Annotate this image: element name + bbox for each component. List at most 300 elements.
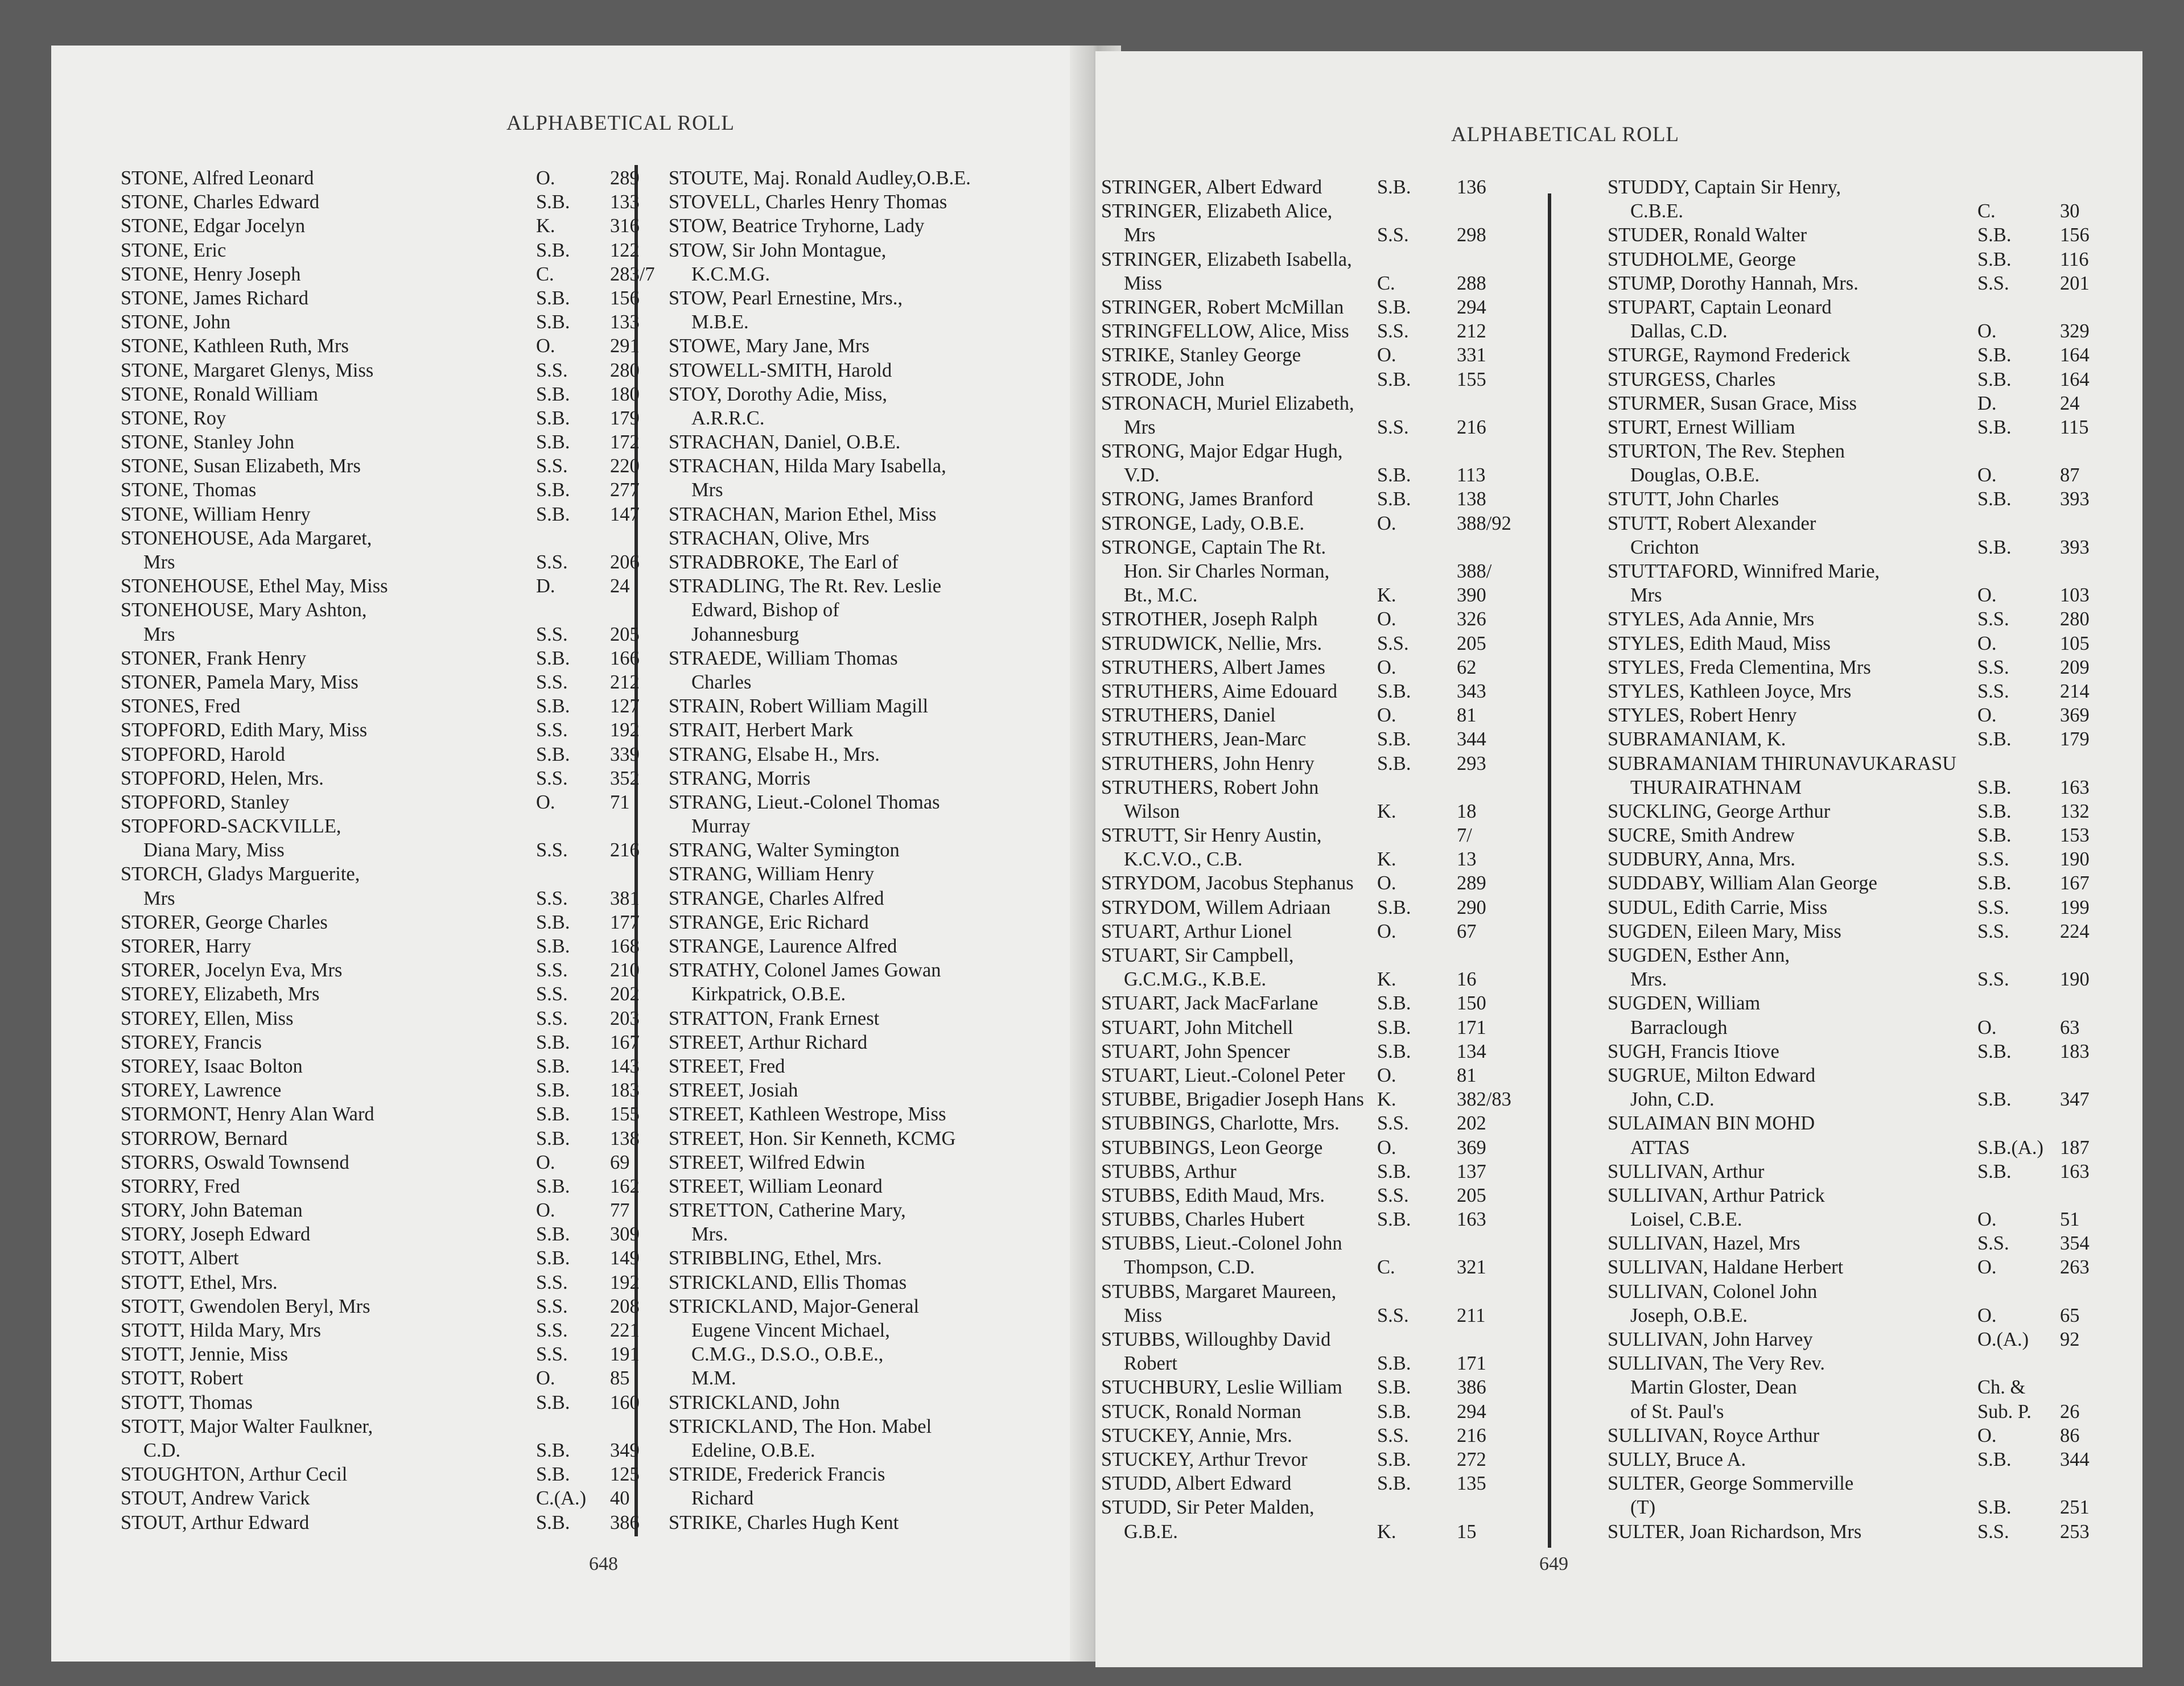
roll-column-right-1 [1101,175,1545,1544]
entry-name: STOUTE, Maj. Ronald Audley,O.B.E. [669,167,971,189]
roll-entry [669,310,1110,334]
entry-class: S.B. [1377,752,1411,774]
roll-entry [1101,535,1545,559]
entry-name: STRUTHERS, Jean-Marc [1101,728,1307,751]
entry-number: 347 [2060,1089,2090,1111]
entry-name: (T) [1630,1497,1656,1519]
running-head-right: ALPHABETICAL ROLL [1451,123,1680,146]
roll-entry [1608,847,2137,871]
entry-name: STURTON, The Rev. Stephen [1608,440,1845,463]
roll-entry [669,1151,1110,1174]
entry-name: STOPFORD-SACKVILLE, [121,815,341,838]
entry-name: Mrs [1124,224,1156,246]
roll-entry [121,1174,640,1198]
entry-class: S.S. [536,1007,568,1029]
entry-number: 143 [610,1055,640,1077]
entry-name: STUTT, John Charles [1608,488,1779,510]
entry-number: 216 [610,839,640,861]
entry-class: S.S. [536,719,568,741]
roll-entry [1608,1400,2137,1424]
roll-entry [1101,1207,1545,1231]
entry-number: 85 [610,1367,630,1390]
entry-name: STONES, Fred [121,695,241,718]
entry-name: STOW, Sir John Montague, [669,239,887,261]
roll-entry [1101,223,1545,247]
roll-entry [1101,1400,1545,1424]
roll-entry [1101,583,1545,607]
entry-name: SUCKLING, George Arthur [1608,800,1831,822]
roll-entry [1101,1328,1545,1351]
roll-entry [1608,1063,2137,1087]
roll-entry [121,1102,640,1126]
entry-name: STUART, Jack MacFarlane [1101,992,1318,1015]
entry-number: 138 [610,1127,640,1149]
entry-name: STRANGE, Charles Alfred [669,887,884,909]
roll-entry [1608,920,2137,943]
entry-number: 202 [610,983,640,1005]
entry-number: 116 [2060,248,2089,270]
entry-number: 390 [1457,584,1486,607]
entry-name: STURGESS, Charles [1608,368,1776,390]
entry-name: STRANG, Morris [669,767,811,789]
roll-entry [121,1486,633,1510]
entry-number: 209 [2060,656,2090,678]
entry-name: STOY, Dorothy Adie, Miss, [669,383,888,405]
roll-column-left-1 [121,166,655,1535]
entry-name: Robert [1124,1353,1177,1375]
roll-entry [1608,1231,2137,1255]
entry-name: Dallas, C.D. [1630,320,1728,343]
roll-entry [1608,1207,2137,1231]
entry-name: Mrs [1630,584,1662,607]
entry-name: SULLIVAN, Hazel, Mrs [1608,1232,1800,1255]
roll-entry [121,718,640,742]
roll-entry [669,406,1110,430]
entry-number: 105 [2060,632,2090,654]
entry-name: Kirkpatrick, O.B.E. [691,983,846,1005]
entry-class: S.S. [536,551,568,573]
entry-name: SUGDEN, Eileen Mary, Miss [1608,920,1841,942]
roll-entry [1608,1280,2137,1304]
roll-entry [1608,991,2137,1015]
entry-number: 309 [610,1223,640,1246]
roll-entry [1608,776,2137,799]
entry-name: G.B.E. [1124,1520,1178,1543]
entry-number: 179 [2060,728,2090,751]
entry-name: STORER, Harry [121,935,252,957]
entry-name: G.C.M.G., K.B.E. [1124,968,1267,991]
entry-number: 212 [1457,320,1486,343]
roll-entry [669,1511,1110,1535]
entry-number: 132 [2060,800,2090,822]
entry-class: S.B. [536,1511,570,1534]
roll-entry [1101,991,1545,1015]
entry-class: O. [1977,1304,1997,1326]
entry-name: STRONACH, Muriel Elizabeth, [1101,392,1354,414]
entry-name: Barraclough [1630,1016,1728,1038]
roll-entry [1101,391,1545,415]
entry-class: S.S. [536,959,568,982]
entry-number: 326 [1457,608,1486,630]
entry-name: STORROW, Bernard [121,1127,288,1149]
entry-number: 135 [1457,1473,1486,1495]
roll-entry [1608,1448,2137,1471]
roll-entry [669,526,1110,550]
entry-name: SUDUL, Edith Carrie, Miss [1608,896,1828,918]
entry-class: S.S. [1977,968,2009,991]
entry-number: 65 [2060,1304,2080,1326]
roll-entry [1608,583,2137,607]
entry-class: O. [1377,1064,1396,1086]
roll-entry [121,958,640,982]
entry-number: 15 [1457,1520,1477,1543]
entry-name: STONE, Thomas [121,479,257,501]
roll-entry [121,743,640,766]
entry-class: S.B. [536,1391,570,1413]
entry-name: STONEHOUSE, Mary Ashton, [121,599,367,621]
entry-number: 289 [1457,872,1486,894]
roll-entry [669,790,1110,814]
roll-entry [1608,248,2137,271]
entry-number: 164 [2060,368,2090,390]
entry-name: SULLIVAN, Colonel John [1608,1280,1818,1302]
entry-number: 113 [1457,464,1486,487]
entry-number: 133 [610,191,640,213]
entry-class: S.S. [1377,416,1409,438]
entry-name: STRATTON, Frank Ernest [669,1007,880,1029]
entry-name: STUART, John Mitchell [1101,1016,1293,1038]
entry-name: STRONG, James Branford [1101,488,1313,510]
entry-class: S.B. [1977,1497,2012,1519]
entry-class: S.S. [536,1271,568,1293]
roll-entry [121,406,640,430]
entry-name: Hon. Sir Charles Norman, [1124,560,1330,582]
entry-number: 171 [1457,1353,1486,1375]
entry-number: 216 [1457,416,1486,438]
roll-entry [669,958,1110,982]
entry-name: STONEHOUSE, Ethel May, Miss [121,575,388,597]
roll-entry [1101,1063,1545,1087]
entry-number: 344 [2060,1448,2090,1470]
entry-name: Mrs. [691,1223,728,1246]
entry-class: S.S. [1977,848,2009,871]
entry-class: O. [536,791,555,813]
entry-class: O. [536,1367,555,1390]
entry-name: STRONGE, Lady, O.B.E. [1101,512,1305,534]
entry-number: 122 [610,239,640,261]
roll-entry [1101,943,1545,967]
roll-entry [121,1438,640,1462]
roll-entry [1608,1424,2137,1448]
entry-number: 369 [1457,1136,1486,1159]
roll-entry [669,1054,1110,1078]
entry-name: STUCKEY, Annie, Mrs. [1101,1424,1292,1446]
entry-name: STREET, Wilfred Edwin [669,1151,866,1173]
roll-entry [1608,223,2137,247]
entry-name: STRIKE, Stanley George [1101,344,1301,366]
entry-number: 30 [2060,200,2080,222]
roll-entry [121,1198,633,1222]
entry-class: S.S. [536,623,568,645]
left-page [51,46,1110,1662]
roll-entry [1608,319,2137,343]
entry-name: M.M. [691,1367,736,1390]
entry-class: K. [1377,584,1396,607]
entry-number: 393 [2060,488,2090,510]
roll-entry [1608,1520,2137,1544]
entry-number: 369 [2060,704,2090,727]
entry-name: STONE, Alfred Leonard [121,167,314,189]
entry-class: S.S. [1377,224,1409,246]
entry-number: 203 [610,1007,640,1029]
entry-number: 294 [1457,1400,1486,1423]
roll-entry [1101,727,1545,751]
roll-entry [669,646,1110,670]
entry-number: 272 [1457,1448,1486,1470]
roll-entry [1101,319,1545,343]
roll-entry [1608,871,2137,895]
entry-name: Douglas, O.B.E. [1630,464,1760,487]
entry-class: O. [1977,1209,1997,1231]
entry-name: STRACHAN, Olive, Mrs [669,527,870,549]
entry-name: STRICKLAND, Ellis Thomas [669,1271,907,1293]
entry-name: Bt., M.C. [1124,584,1198,607]
entry-number: 183 [2060,1040,2090,1062]
entry-class: C. [1977,200,1996,222]
entry-class: C. [536,263,554,285]
roll-entry [1101,1016,1545,1040]
entry-number: 205 [610,623,640,645]
entry-number: 253 [2060,1520,2090,1543]
entry-class: S.B. [1977,728,2012,751]
roll-entry [1101,703,1545,727]
roll-entry [1608,1160,2137,1184]
roll-entry [121,358,640,382]
entry-class: S.B. [1377,368,1411,390]
roll-entry [1608,343,2137,367]
entry-number: 137 [1457,1160,1486,1182]
entry-class: S.B. [536,743,570,765]
entry-class: S.B. [1377,1473,1411,1495]
entry-number: 92 [2060,1329,2080,1350]
entry-class: S.B. [536,1055,570,1077]
entry-name: STONER, Pamela Mary, Miss [121,671,358,693]
entry-class: S.B. [1377,680,1411,702]
entry-class: O.(A.) [1977,1329,2029,1350]
roll-entry [121,1318,640,1342]
roll-entry [669,887,1110,910]
entry-name: STOPFORD, Helen, Mrs. [121,767,324,789]
roll-entry [669,334,1110,358]
entry-name: STORRS, Oswald Townsend [121,1151,349,1173]
entry-class: S.S. [1977,656,2009,678]
entry-class: S.B. [1977,536,2012,558]
entry-name: Crichton [1630,536,1699,558]
entry-name: STONE, Henry Joseph [121,263,301,285]
roll-entry [1608,1016,2137,1040]
roll-entry [1101,823,1545,847]
entry-name: SUGRUE, Milton Edward [1608,1064,1816,1086]
roll-entry [1608,703,2137,727]
roll-entry [669,262,1110,286]
entry-number: 71 [610,791,630,813]
entry-name: STRANGE, Laurence Alfred [669,935,897,957]
entry-name: SUBRAMANIAM, K. [1608,728,1786,751]
entry-name: STOTT, Jennie, Miss [121,1343,288,1366]
entry-class: S.S. [536,455,568,477]
entry-class: S.B. [536,935,570,957]
entry-name: Mrs [143,551,175,573]
entry-class: S.B. [1377,1040,1411,1062]
roll-entry [1608,1495,2137,1519]
roll-entry [121,1246,640,1270]
roll-entry [1101,199,1545,223]
entry-number: 291 [610,335,640,357]
roll-entry [1101,871,1545,895]
roll-entry [669,718,1110,742]
entry-class: S.S. [1377,1184,1409,1206]
roll-entry [1608,752,2137,776]
entry-class: C. [1377,272,1395,294]
roll-entry [1608,1304,2137,1328]
entry-name: STOREY, Lawrence [121,1079,282,1102]
roll-entry [1101,487,1545,511]
entry-class: S.S. [1377,1424,1409,1446]
roll-entry [669,1222,1110,1246]
entry-name: STONE, Eric [121,239,226,261]
roll-entry [669,862,1110,886]
entry-number: 40 [610,1487,630,1510]
entry-number: 192 [610,719,640,741]
roll-entry [1608,368,2137,391]
entry-number: 386 [1457,1376,1486,1399]
entry-name: STUCHBURY, Leslie William [1101,1376,1342,1399]
entry-class: S.B. [1377,728,1411,751]
entry-name: STOREY, Elizabeth, Mrs [121,983,320,1005]
entry-number: 162 [610,1175,640,1197]
entry-name: STREET, Hon. Sir Kenneth, KCMG [669,1127,956,1149]
roll-entry [1101,343,1545,367]
roll-entry [121,1271,640,1295]
roll-entry [1608,295,2137,319]
roll-entry [121,190,640,214]
roll-entry [1101,415,1545,439]
entry-name: K.C.M.G. [691,263,770,285]
entry-class: S.B. [1377,488,1411,510]
entry-name: STRADLING, The Rt. Rev. Leslie [669,575,942,597]
entry-name: STUTT, Robert Alexander [1608,512,1816,534]
roll-entry [669,1102,1110,1126]
entry-name: STRUTHERS, Aime Edouard [1101,680,1337,702]
roll-entry [669,982,1110,1006]
entry-name: STUBBS, Margaret Maureen, [1101,1280,1337,1302]
entry-class: S.B. [536,191,570,213]
roll-entry [669,430,1110,454]
entry-class: S.B. [1977,1160,2012,1182]
entry-name: Edeline, O.B.E. [691,1439,815,1461]
roll-entry [1608,535,2137,559]
entry-number: 214 [2060,680,2090,702]
entry-number: 18 [1457,800,1477,822]
entry-number: 298 [1457,224,1486,246]
entry-number: 381 [610,887,640,909]
roll-entry [1101,1424,1545,1448]
entry-number: 172 [610,431,640,454]
entry-name: SUBRAMANIAM THIRUNAVUKARASU [1608,752,1957,774]
roll-entry [121,1222,640,1246]
roll-entry [121,1342,640,1366]
entry-number: 13 [1457,848,1477,871]
entry-name: A.R.R.C. [691,407,765,429]
entry-name: STREET, Kathleen Westrope, Miss [669,1103,946,1126]
entry-class: O. [1977,632,1997,654]
roll-entry [1608,271,2137,295]
entry-class: S.S. [536,887,568,909]
entry-number: 187 [2060,1136,2090,1159]
roll-entry [1608,823,2137,847]
entry-name: STRINGER, Albert Edward [1101,176,1322,198]
entry-name: STOTT, Ethel, Mrs. [121,1271,278,1293]
roll-entry [1101,175,1545,199]
roll-entry [1101,271,1545,295]
entry-name: STOTT, Thomas [121,1391,253,1413]
entry-number: 294 [1457,296,1486,318]
entry-class: S.B. [536,1175,570,1197]
column-rule-right [1548,193,1551,1548]
entry-name: STREET, Arthur Richard [669,1031,868,1053]
roll-entry [669,190,1110,214]
entry-number: 163 [2060,776,2090,798]
entry-name: STUCK, Ronald Norman [1101,1400,1301,1423]
entry-name: STRINGER, Elizabeth Alice, [1101,200,1333,222]
entry-name: SULLY, Bruce A. [1608,1448,1746,1470]
roll-entry [121,262,655,286]
entry-name: SULLIVAN, Arthur Patrick [1608,1184,1825,1206]
entry-name: Richard [691,1487,754,1510]
entry-name: Johannesburg [691,623,800,645]
entry-name: STYLES, Ada Annie, Mrs [1608,608,1815,630]
entry-name: SULLIVAN, Royce Arthur [1608,1424,1820,1446]
entry-name: STRUTHERS, Daniel [1101,704,1276,727]
entry-number: 206 [610,551,640,573]
entry-class: O. [536,1199,555,1222]
entry-name: John, C.D. [1630,1089,1715,1111]
entry-class: S.B. [536,239,570,261]
entry-name: STROTHER, Joseph Ralph [1101,608,1318,630]
entry-number: 171 [1457,1016,1486,1038]
entry-name: SULLIVAN, The Very Rev. [1608,1353,1826,1375]
entry-class: S.S. [1977,608,2009,630]
roll-entry [669,694,1110,718]
entry-class: S.B. [536,911,570,933]
roll-entry [121,310,640,334]
entry-name: STONE, Charles Edward [121,191,320,213]
roll-entry [669,214,1110,238]
entry-name: SUGDEN, William [1608,992,1761,1015]
entry-name: STOW, Pearl Ernestine, Mrs., [669,287,903,309]
roll-entry [1101,776,1545,799]
roll-entry [1608,679,2137,703]
roll-entry [669,1486,1110,1510]
entry-name: STOTT, Gwendolen Beryl, Mrs [121,1295,370,1317]
entry-class: S.B. [1377,1016,1411,1038]
roll-entry [1608,439,2137,463]
roll-entry [669,1127,1110,1151]
entry-number: 81 [1457,1064,1477,1086]
entry-name: STUDHOLME, George [1608,248,1796,270]
entry-name: STOTT, Albert [121,1247,239,1269]
entry-number: 251 [2060,1497,2090,1519]
